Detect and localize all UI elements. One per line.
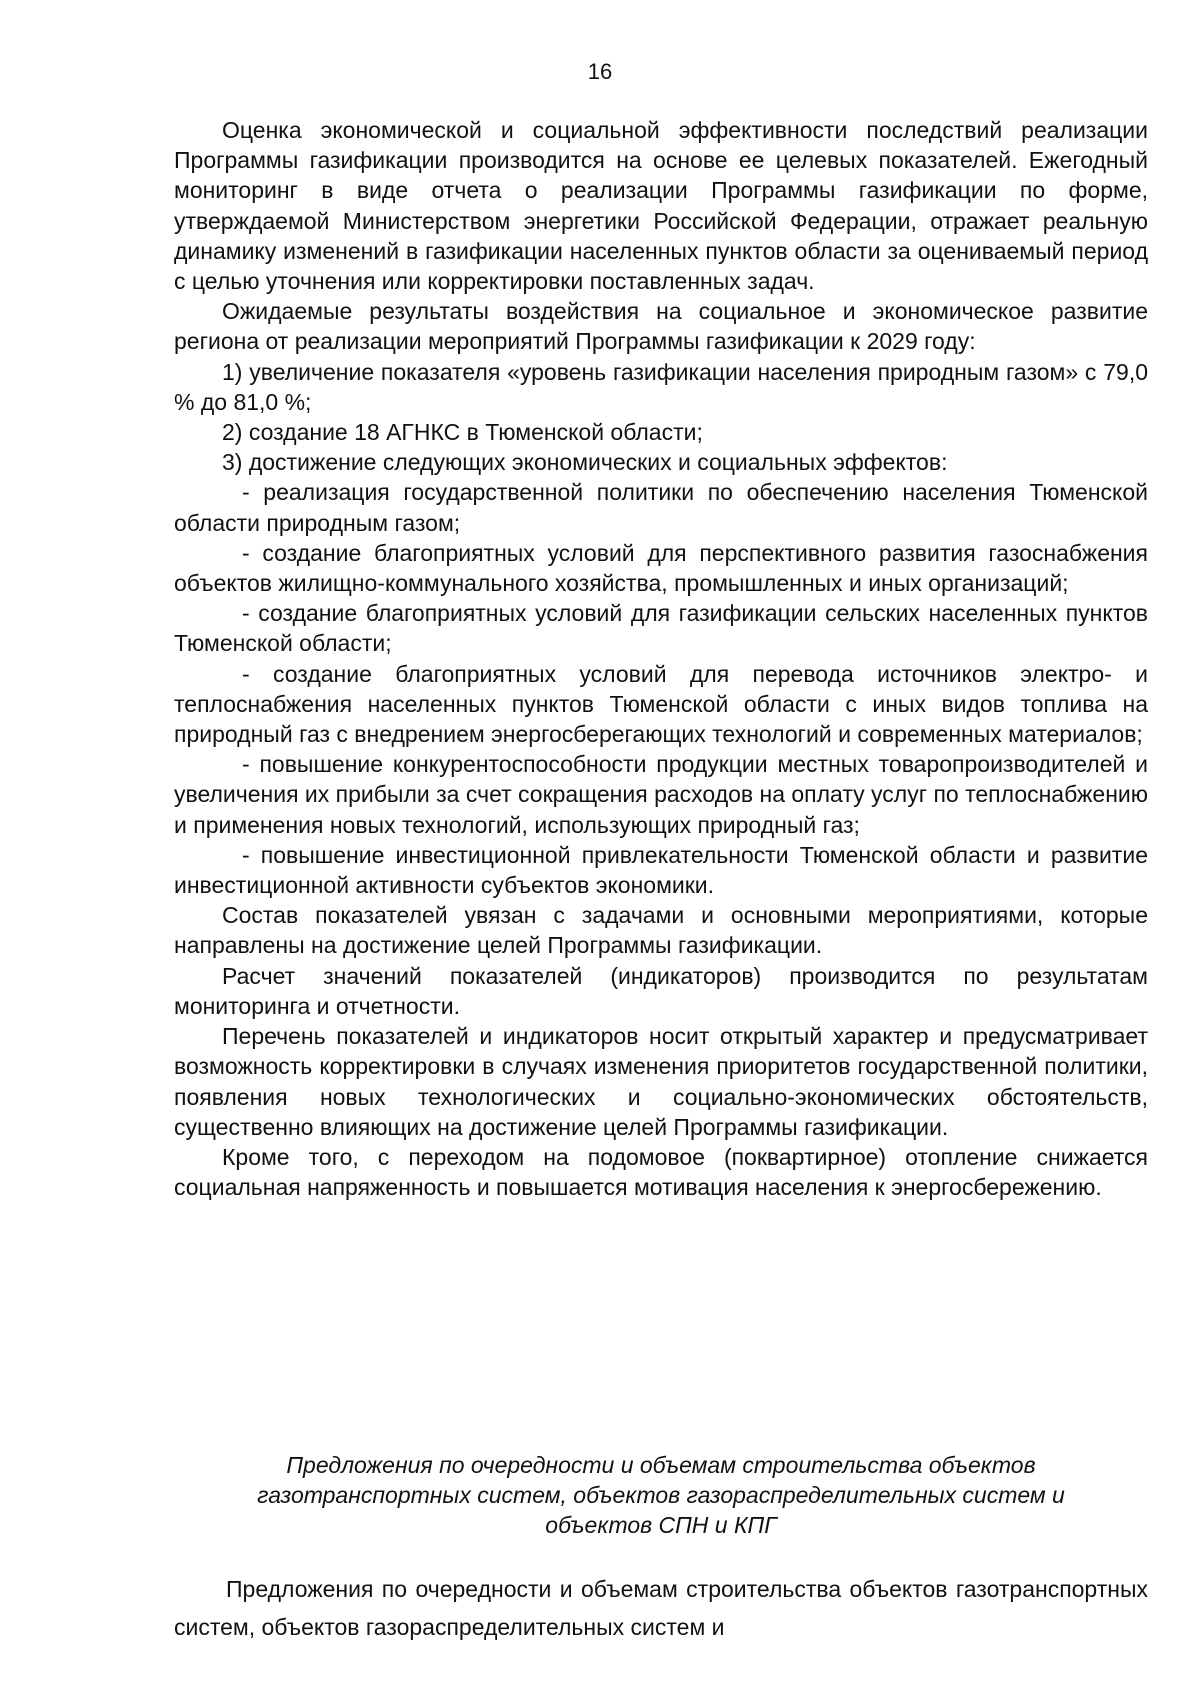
dash-item-state-policy: - реализация государственной политики по обеспечению населения Тюменской области природным газом; [174, 479, 1148, 536]
paragraph-social-tension: Кроме того, с переходом на подомовое (поквартирное) отопление снижается социальная напряженность и повышается мотивация населения к энергосбережению. [174, 1143, 1148, 1201]
list-item-1: 1) увеличение показателя «уровень газификации населения природным газом» с 79,0 % до 81,0 %; [174, 358, 1148, 415]
dash-item-rural-gasification: - создание благоприятных условий для газификации сельских населенных пунктов Тюменской области; [174, 600, 1148, 657]
paragraph-indicators-calculation: Расчет значений показателей (индикаторов) производится по результатам мониторинга и отчетности. [174, 962, 1148, 1019]
paragraph-indicators-composition: Состав показателей увязан с задачами и основными мероприятиями, которые направлены на достижение целей Программы газификации. [174, 902, 1148, 959]
section-heading-line: Предложения по очередности и объемам строительства объектов [286, 1452, 1036, 1478]
paragraph-expected-results: Ожидаемые результаты воздействия на социальное и экономическое развитие региона от реализации мероприятий Программы газификации к 2029 году: [174, 298, 1148, 355]
section-heading [174, 1450, 1148, 1541]
dash-item-investment: - повышение инвестиционной привлекательности Тюменской области и развитие инвестиционной активности субъектов экономики. [174, 841, 1148, 899]
dash-item-gas-supply-development: - создание благоприятных условий для перспективного развития газоснабжения объектов жилищно-коммунального хозяйства, промышленных и иных организаций; [174, 539, 1148, 597]
page-number: 16 [587, 59, 613, 84]
section-heading-line: газотранспортных систем, объектов газораспределительных систем и [257, 1482, 1065, 1509]
body-text [174, 115, 1148, 1202]
dash-item-heat-conversion: - создание благоприятных условий для перевода источников электро- и теплоснабжения населенных пунктов Тюменской области с иных видов топлива на природный газ с внедрением энергосберегающих технологий и современных материалов; [174, 660, 1148, 748]
paragraph-efficiency-assessment: Оценка экономической и социальной эффективности последствий реализации Программы газификации производится на основе ее целевых показателей. Ежегодный мониторинг в виде отчета о реализации Программы газификации по форме, утверждаемой Министерством энергетики Российской Федерации, отражает реальную динамику изменений в газификации населенных пунктов области за оцениваемый период с целью уточнения или корректировки поставленных задач. [174, 117, 1148, 295]
list-item-3: 3) достижение следующих экономических и социальных эффектов: [222, 449, 948, 476]
list-item-2: 2) создание 18 АГНКС в Тюменской области; [222, 419, 703, 446]
dash-item-competitiveness: - повышение конкурентоспособности продукции местных товаропроизводителей и увеличения их прибыли за счет сокращения расходов на оплату услуг по теплоснабжению и применения новых технологий, использующих природный газ; [174, 751, 1148, 838]
section-heading-line: объектов СПН и КПГ [545, 1512, 777, 1539]
paragraph-indicators-list: Перечень показателей и индикаторов носит открытый характер и предусматривает возможность корректировки в случаях изменения приоритетов государственной политики, появления новых технологических и социально-экономических обстоятельств, существенно влияющих на достижение целей Программы газификации. [174, 1023, 1148, 1140]
section-body [174, 1570, 1148, 1646]
paragraph-construction-proposals: Предложения по очередности и объемам строительства объектов газотранспортных систем, объектов газораспределительных систем и [174, 1576, 1148, 1640]
